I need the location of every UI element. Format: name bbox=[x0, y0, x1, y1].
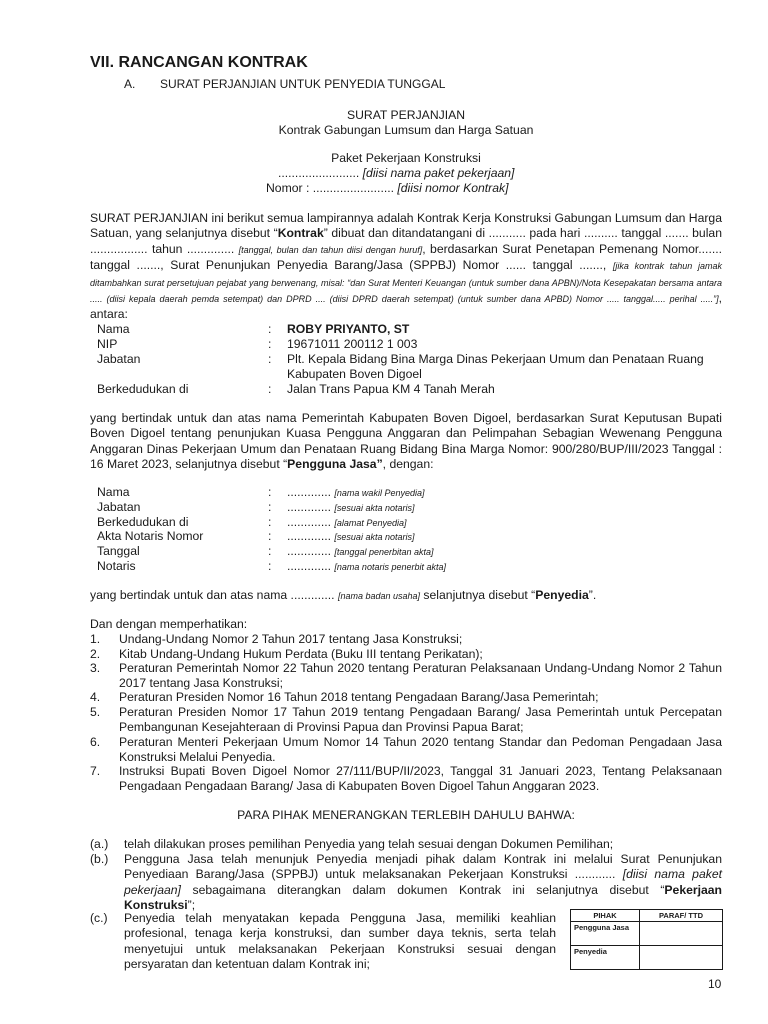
parties-heading: PARA PIHAK MENERANGKAN TERLEBIH DAHULU BAHWA: bbox=[237, 808, 575, 822]
party2-colon: : bbox=[268, 500, 272, 514]
list-number: 2. bbox=[90, 647, 101, 661]
list-number: 6. bbox=[90, 735, 101, 749]
paraf-sign-cell bbox=[640, 922, 723, 946]
number-label: Nomor : ........................ bbox=[266, 181, 394, 195]
party1-position: Plt. Kepala Bidang Bina Marga Dinas Pekerjaan Umum dan Penataan Ruang Kabupaten Boven Digoel bbox=[287, 352, 704, 382]
party2-label: Berkedudukan di bbox=[97, 515, 189, 529]
list-item: Undang-Undang Nomor 2 Tahun 2017 tentang Jasa Konstruksi; bbox=[119, 632, 463, 646]
contract-number-line bbox=[266, 181, 508, 195]
party2-colon: : bbox=[268, 515, 272, 529]
chapter-title: VII. RANCANGAN KONTRAK bbox=[90, 54, 308, 71]
party1-colon: : bbox=[268, 322, 272, 336]
package-dots: ........................ bbox=[278, 166, 360, 180]
party1-label: Nama bbox=[97, 322, 130, 336]
paraf-sign-cell bbox=[640, 946, 723, 970]
section-title: SURAT PERJANJIAN UNTUK PENYEDIA TUNGGAL bbox=[160, 77, 446, 91]
party1-description: yang bertindak untuk dan atas nama Pemerintah Kabupaten Boven Digoel, berdasarkan Surat Keputusan Bupati Boven Digoel tentang penunjukan Kuasa Pengguna Anggaran dan Pelimpahan Sebagian Wewenang Pengguna Anggaran Dinas Pekerjaan Umum dan Penataan Ruang Bidang Bina Marga Nomor: 900/280/BUP/III/2023 Tanggal : 16 Maret 2023, selanjutnya disebut “Pengguna Jasa”, dengan: bbox=[90, 411, 722, 472]
list-number: 4. bbox=[90, 690, 101, 704]
party2-value: ............. [nama wakil Penyedia] bbox=[287, 485, 425, 499]
package-note: [diisi nama paket pekerjaan] bbox=[362, 166, 515, 180]
party2-label: Tanggal bbox=[97, 544, 140, 558]
party2-value: ............. [tanggal penerbitan akta] bbox=[287, 544, 434, 558]
clause-c: Penyedia telah menyatakan kepada Pengguna Jasa, memiliki keahlian profesional, tenaga kerja konstruksi, dan sumber daya teknis, serta telah menyetujui untuk melaksanakan Pekerjaan Konstruksi sesuai dengan persyaratan dan ketentuan dalam Kontrak ini; bbox=[124, 911, 556, 972]
list-item: Peraturan Presiden Nomor 17 Tahun 2019 tentang Pengadaan Barang/ Jasa Pemerintah untuk Percepatan Pembangunan Kesejahteraan di Provinsi Papua dan Provinsi Papua Barat; bbox=[119, 705, 722, 735]
list-item: Peraturan Pemerintah Nomor 22 Tahun 2020 tentang Peraturan Pelaksanaan Undang-Undang Nomor 2 Tahun 2017 tentang Jasa Konstruksi; bbox=[119, 661, 722, 691]
paraf-row-penyedia: Penyedia bbox=[571, 946, 640, 970]
paraf-header-party: PIHAK bbox=[571, 910, 640, 922]
party2-description: yang bertindak untuk dan atas nama ............. [nama badan usaha] selanjutnya disebut “Penyedia”. bbox=[90, 588, 597, 602]
party2-colon: : bbox=[268, 529, 272, 543]
party1-label: NIP bbox=[97, 337, 118, 351]
party1-colon: : bbox=[268, 382, 272, 396]
clause-a: telah dilakukan proses pemilihan Penyedia yang telah sesuai dengan Dokumen Pemilihan; bbox=[124, 837, 614, 851]
list-item: Kitab Undang-Undang Hukum Perdata (Buku III tentang Perikatan); bbox=[119, 647, 483, 661]
list-item: Peraturan Presiden Nomor 16 Tahun 2018 tentang Pengadaan Barang/Jasa Pemerintah; bbox=[119, 690, 599, 704]
party1-colon: : bbox=[268, 352, 272, 366]
party2-colon: : bbox=[268, 485, 272, 499]
party2-label: Jabatan bbox=[97, 500, 141, 514]
list-number: 5. bbox=[90, 705, 101, 719]
party2-value: ............. [alamat Penyedia] bbox=[287, 515, 407, 529]
page-number: 10 bbox=[708, 977, 722, 991]
list-number: 7. bbox=[90, 764, 101, 778]
party2-label: Nama bbox=[97, 485, 130, 499]
paraf-row-pengguna: Pengguna Jasa bbox=[571, 922, 640, 946]
intro-paragraph: SURAT PERJANJIAN ini berikut semua lampirannya adalah Kontrak Kerja Konstruksi Gabungan Lumsum dan Harga Satuan, yang selanjutnya disebut “Kontrak” dibuat dan ditandatangani di ........... pada hari .......... tanggal ....... bulan ................. tahun .............. [tanggal, bulan dan tahun diisi dengan huruf], berdasarkan Surat Penetapan Pemenang Nomor....... tanggal ......., Surat Penunjukan Penyedia Barang/Jasa (SPPBJ) Nomor ...... tanggal ......., [jika kontrak tahun jamak ditambahkan surat persetujuan pejabat yang berwenang, misal: “dan Surat Menteri Keuangan (untuk sumber dana APBN)/Nota Kesepakatan bersama antara ..... (diisi kepala daerah pemda setempat) dan DPRD .... (diisi DPRD daerah setempat) (untuk sumber dana APBD) Nomor ..... tanggal..... perihal .....”], antara: bbox=[90, 211, 722, 322]
party2-label: Akta Notaris Nomor bbox=[97, 529, 204, 543]
list-number: 1. bbox=[90, 632, 101, 646]
party2-value: ............. [sesuai akta notaris] bbox=[287, 529, 415, 543]
document-title: SURAT PERJANJIAN bbox=[346, 108, 466, 122]
party1-label: Berkedudukan di bbox=[97, 382, 189, 396]
party1-name: ROBY PRIYANTO, ST bbox=[287, 322, 410, 336]
party2-value: ............. [nama notaris penerbit akta] bbox=[287, 559, 446, 573]
party2-colon: : bbox=[268, 544, 272, 558]
clause-b: Pengguna Jasa telah menunjuk Penyedia menjadi pihak dalam Kontrak ini melalui Surat Penunjukan Penyediaan Barang/Jasa (SPPBJ) untuk melaksanakan Pekerjaan Konstruksi ............ [diisi nama paket pekerjaan] sebagaimana diterangkan dalam dokumen Kontrak ini selanjutnya disebut “Pekerjaan Konstruksi”; bbox=[124, 852, 722, 913]
list-item: Peraturan Menteri Pekerjaan Umum Nomor 14 Tahun 2020 tentang Standar dan Pedoman Pengadaan Jasa Konstruksi Melalui Penyedia. bbox=[119, 735, 722, 765]
party2-label: Notaris bbox=[97, 559, 136, 573]
document-subtitle: Kontrak Gabungan Lumsum dan Harga Satuan bbox=[278, 123, 534, 137]
paraf-header-sign: PARAF/ TTD bbox=[640, 910, 723, 922]
party2-value: ............. [sesuai akta notaris] bbox=[287, 500, 415, 514]
package-line bbox=[278, 166, 514, 180]
clause-number: (c.) bbox=[90, 911, 108, 925]
party1-label: Jabatan bbox=[97, 352, 141, 366]
party2-colon: : bbox=[268, 559, 272, 573]
party1-address: Jalan Trans Papua KM 4 Tanah Merah bbox=[287, 382, 495, 396]
paraf-table bbox=[570, 909, 723, 970]
list-item: Instruksi Bupati Boven Digoel Nomor 27/111/BUP/II/2023, Tanggal 31 Januari 2023, Tentang Pelaksanaan Pengadaan Pengadaan Barang/ Jasa di Kabupaten Boven Digoel Tahun Anggaran 2023. bbox=[119, 764, 722, 794]
list-number: 3. bbox=[90, 661, 101, 675]
number-note: [diisi nomor Kontrak] bbox=[397, 181, 509, 195]
clause-number: (a.) bbox=[90, 837, 109, 851]
clause-number: (b.) bbox=[90, 852, 109, 866]
party1-colon: : bbox=[268, 337, 272, 351]
section-letter: A. bbox=[124, 77, 136, 91]
party1-nip: 19671011 200112 1 003 bbox=[287, 337, 418, 351]
considering-heading: Dan dengan memperhatikan: bbox=[90, 617, 248, 631]
package-label: Paket Pekerjaan Konstruksi bbox=[331, 151, 481, 165]
